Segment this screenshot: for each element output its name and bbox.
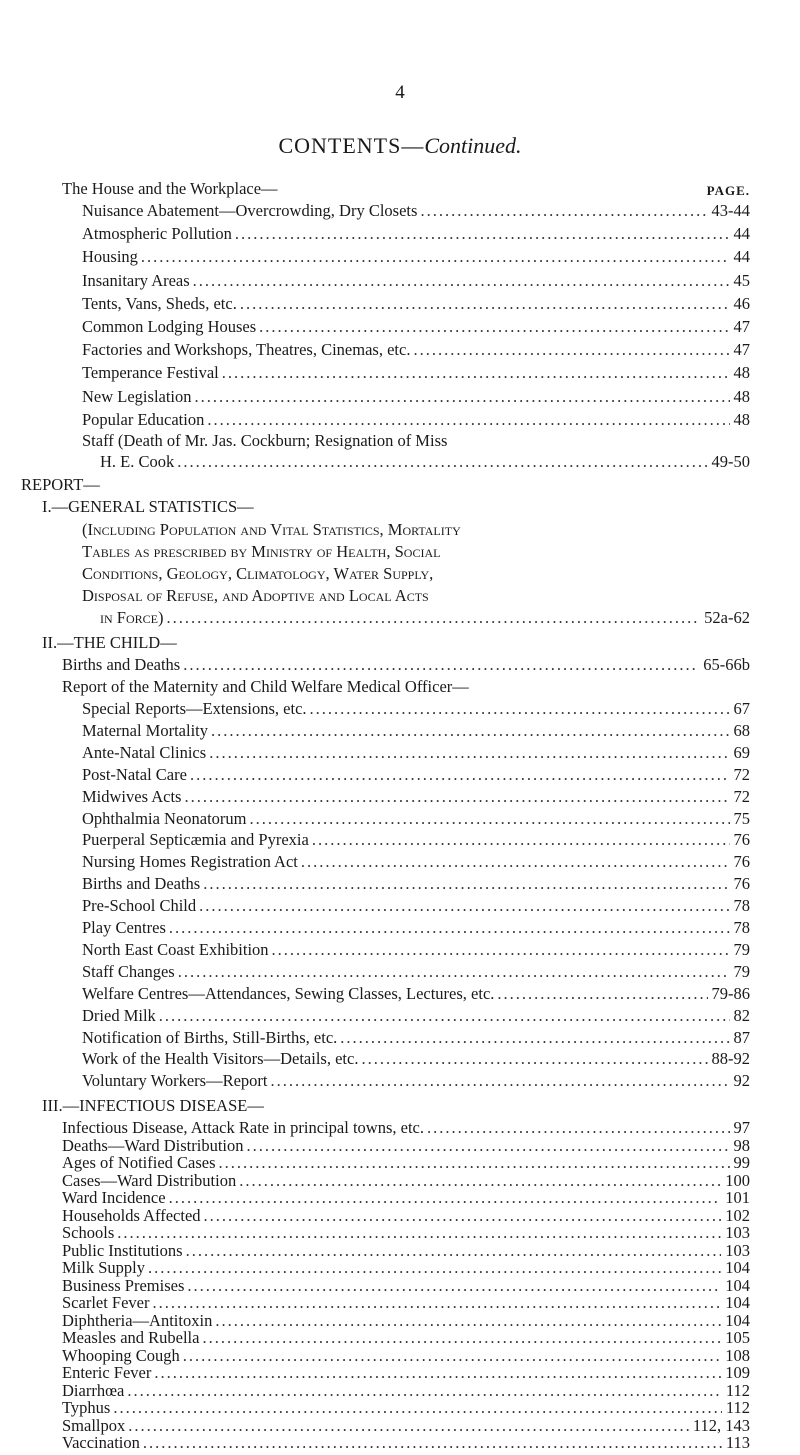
dot-leader (184, 786, 729, 807)
entry-page: 79 (733, 939, 750, 959)
section1-line-3: Conditions, Geology, Climatology, Water Supply, (82, 564, 434, 583)
toc-entry (82, 808, 750, 829)
dot-leader (240, 293, 730, 314)
toc-entry (82, 386, 750, 407)
entry-page: 76 (733, 830, 750, 850)
dot-leader (222, 362, 730, 383)
entry-page: 112 (725, 1380, 750, 1400)
dot-leader (141, 246, 730, 267)
entry-title: Whooping Cough (62, 1345, 180, 1365)
entry-title: Diphtheria—Antitoxin (62, 1310, 213, 1330)
entry-page: 72 (733, 786, 750, 806)
dot-leader (193, 270, 730, 291)
entry-title: Puerperal Septicæmia and Pyrexia (82, 830, 309, 850)
dot-leader (178, 961, 730, 982)
section-heading-house: The House and the Workplace— (62, 179, 278, 198)
entry-title: Temperance Festival (82, 363, 219, 383)
entry-title: Enteric Fever (62, 1363, 152, 1382)
toc-entry (82, 742, 750, 763)
entry-page: 112 (725, 1398, 750, 1417)
maternity-report-line: Report of the Maternity and Child Welfare Medical Officer— (62, 677, 469, 696)
entry-title: Scarlet Fever (62, 1293, 150, 1312)
entry-title: Measles and Rubella (62, 1328, 200, 1347)
dot-leader (177, 451, 707, 472)
entry-page: 104 (725, 1293, 750, 1312)
entry-title: Dried Milk (82, 1005, 156, 1025)
entry-title: Deaths—Ward Distribution (62, 1135, 244, 1155)
entry-page: 79-86 (711, 983, 750, 1003)
toc-entry (82, 362, 750, 383)
entry-page: 98 (733, 1135, 750, 1155)
dot-leader (195, 386, 730, 407)
entry-title: Play Centres (82, 918, 166, 937)
entry-title: Popular Education (82, 409, 205, 429)
dot-leader (199, 895, 729, 916)
dot-leader (211, 720, 729, 741)
entry-title: Typhus (62, 1398, 111, 1417)
entry-page: 88-92 (711, 1049, 750, 1069)
dot-leader (203, 873, 729, 894)
entry-page: 103 (725, 1223, 750, 1242)
entry-title: Voluntary Workers—Report (82, 1071, 268, 1091)
dot-leader (250, 808, 730, 829)
entry-page: 49-50 (711, 452, 750, 471)
toc-entry (82, 1027, 750, 1048)
toc-entry (82, 698, 750, 719)
dot-leader (183, 654, 699, 675)
entry-page: 112, 143 (692, 1415, 750, 1435)
entry-title: Business Premises (62, 1275, 185, 1295)
entry-title: Smallpox (62, 1415, 126, 1435)
dot-leader (361, 1048, 707, 1069)
toc-entry (82, 1070, 750, 1091)
toc-entry (82, 246, 750, 267)
entry-title: Insanitary Areas (82, 270, 190, 290)
toc-entry (82, 270, 750, 291)
entry-title: Work of the Health Visitors—Details, etc. (82, 1049, 359, 1069)
entry-page: 100 (725, 1170, 750, 1190)
toc-entry (82, 409, 750, 430)
entry-title: Pre-School Child (82, 896, 197, 916)
section-heading-general-statistics: I.—GENERAL STATISTICS— (42, 497, 254, 516)
entry-page: 99 (733, 1153, 750, 1172)
entry-page: 43-44 (711, 201, 750, 220)
dot-leader (340, 1027, 729, 1048)
entry-page: 87 (733, 1027, 750, 1047)
entry-title: Welfare Centres—Attendances, Sewing Classes, Lectures, etc. (82, 983, 495, 1003)
entry-page: 103 (725, 1240, 750, 1260)
page-column-header: PAGE. (706, 183, 750, 198)
toc-entry (82, 316, 750, 337)
entry-page: 76 (733, 874, 750, 894)
dot-leader (235, 223, 730, 244)
dot-leader (207, 409, 729, 430)
page-title (0, 133, 800, 159)
entry-page: 44 (733, 224, 750, 244)
entry-title: Vaccination (62, 1433, 140, 1452)
toc-entry (82, 339, 750, 360)
entry-page: 69 (733, 742, 750, 762)
entry-title: North East Coast Exhibition (82, 939, 269, 959)
dot-leader (259, 316, 729, 337)
entry-page: 45 (733, 270, 750, 290)
page-number: 4 (395, 82, 405, 103)
toc-entry (82, 786, 750, 807)
section-heading-infectious-disease: III.—INFECTIOUS DISEASE— (42, 1096, 264, 1115)
dot-leader (166, 607, 700, 628)
toc-entry (82, 764, 750, 785)
toc-entry (82, 983, 750, 1004)
entry-title: Births and Deaths (62, 655, 181, 674)
toc-entry (82, 200, 750, 221)
dot-leader (497, 983, 707, 1004)
dot-leader (310, 698, 730, 719)
entry-page: 79 (733, 961, 750, 981)
entry-title: Housing (82, 247, 138, 267)
dot-leader (159, 1005, 730, 1026)
entry-title: Staff Changes (82, 961, 175, 981)
section-heading-the-child: II.—THE CHILD— (42, 633, 177, 652)
entry-page: 46 (733, 293, 750, 313)
entry-title: Nursing Homes Registration Act (82, 852, 298, 872)
entry-title: Maternal Mortality (82, 720, 209, 740)
entry-page: 97 (733, 1118, 750, 1137)
toc-entry (82, 720, 750, 741)
toc-entry (100, 451, 750, 472)
entry-page: 68 (733, 720, 750, 740)
section1-line-1: (Including Population and Vital Statistics, Mortality (82, 520, 461, 539)
entry-title: Ages of Notified Cases (62, 1153, 216, 1172)
dot-leader (301, 851, 730, 872)
dot-leader (190, 764, 730, 785)
entry-page: 108 (725, 1345, 750, 1365)
toc-entry (82, 895, 750, 916)
toc-entry (62, 654, 750, 675)
entry-title: Births and Deaths (82, 874, 201, 894)
entry-page: 109 (725, 1363, 750, 1382)
entry-title: Milk Supply (62, 1258, 145, 1277)
toc-entry (82, 1048, 750, 1069)
entry-title: New Legislation (82, 386, 192, 406)
entry-title: Common Lodging Houses (82, 317, 257, 336)
entry-page: 67 (733, 699, 750, 718)
toc-entry (100, 607, 750, 628)
entry-title: Households Affected (62, 1205, 201, 1225)
entry-page: 102 (725, 1205, 750, 1225)
entry-title: Ante-Natal Clinics (82, 742, 207, 762)
dot-leader (169, 917, 730, 938)
staff-line-1: Staff (Death of Mr. Jas. Cockburn; Resignation of Miss (82, 431, 448, 450)
entry-title: Nuisance Abatement—Overcrowding, Dry Closets (82, 201, 418, 220)
entry-page: 78 (733, 896, 750, 916)
entry-page: 52a-62 (704, 608, 750, 627)
entry-title: Diarrhœa (62, 1380, 125, 1400)
dot-leader (312, 829, 730, 850)
entry-page: 47 (733, 317, 750, 336)
dot-leader (272, 939, 730, 960)
dot-leader (209, 742, 729, 763)
entry-page: 104 (725, 1275, 750, 1295)
toc-entry (82, 917, 750, 938)
toc-entry (82, 939, 750, 960)
entry-title: Factories and Workshops, Theatres, Cinemas, etc. (82, 340, 411, 360)
entry-page: 72 (733, 764, 750, 784)
toc-entry (82, 829, 750, 850)
entry-title: Infectious Disease, Attack Rate in principal towns, etc. (62, 1118, 424, 1137)
toc-entry (82, 223, 750, 244)
dot-leader (143, 1432, 722, 1453)
entry-page: 75 (733, 808, 750, 828)
entry-title: Atmospheric Pollution (82, 224, 232, 244)
entry-page: 101 (725, 1188, 750, 1207)
section1-line-2: Tables as prescribed by Ministry of Health, Social (82, 542, 441, 561)
toc-entry (82, 293, 750, 314)
entry-title: Ophthalmia Neonatorum (82, 808, 247, 828)
entry-page: 48 (733, 409, 750, 429)
entry-title: Schools (62, 1223, 115, 1242)
toc-entry (82, 873, 750, 894)
entry-page: 113 (725, 1433, 750, 1452)
entry-title: in Force) (100, 608, 164, 627)
dot-leader (271, 1070, 730, 1091)
entry-page: 78 (733, 918, 750, 937)
toc-entry (82, 1005, 750, 1026)
toc-entry (82, 961, 750, 982)
entry-page: 76 (733, 852, 750, 872)
entry-page: 104 (725, 1258, 750, 1277)
entry-title: Notification of Births, Still-Births, etc. (82, 1027, 338, 1047)
dot-leader (413, 339, 729, 360)
entry-title: Public Institutions (62, 1240, 183, 1260)
report-heading: REPORT— (21, 475, 100, 494)
title-continued: Continued. (424, 133, 522, 158)
section1-line-4: Disposal of Refuse, and Adoptive and Local Acts (82, 586, 429, 605)
entry-page: 105 (725, 1328, 750, 1347)
entry-page: 104 (725, 1310, 750, 1330)
entry-page: 47 (733, 340, 750, 360)
entry-title: Special Reports—Extensions, etc. (82, 699, 307, 718)
entry-page: 92 (733, 1071, 750, 1091)
entry-title: Cases—Ward Distribution (62, 1170, 237, 1190)
entry-title: Tents, Vans, Sheds, etc. (82, 293, 237, 313)
toc-entry (82, 851, 750, 872)
entry-title: Midwives Acts (82, 786, 182, 806)
entry-title: Ward Incidence (62, 1188, 166, 1207)
entry-page: 48 (733, 363, 750, 383)
entry-title: Post-Natal Care (82, 764, 187, 784)
dot-leader (420, 200, 707, 221)
toc-entry (62, 1432, 750, 1453)
entry-page: 44 (733, 247, 750, 267)
entry-page: 82 (733, 1005, 750, 1025)
entry-page: 65-66b (703, 655, 750, 674)
entry-title: H. E. Cook (100, 452, 175, 471)
entry-page: 48 (733, 386, 750, 406)
title-main: CONTENTS— (278, 133, 425, 158)
